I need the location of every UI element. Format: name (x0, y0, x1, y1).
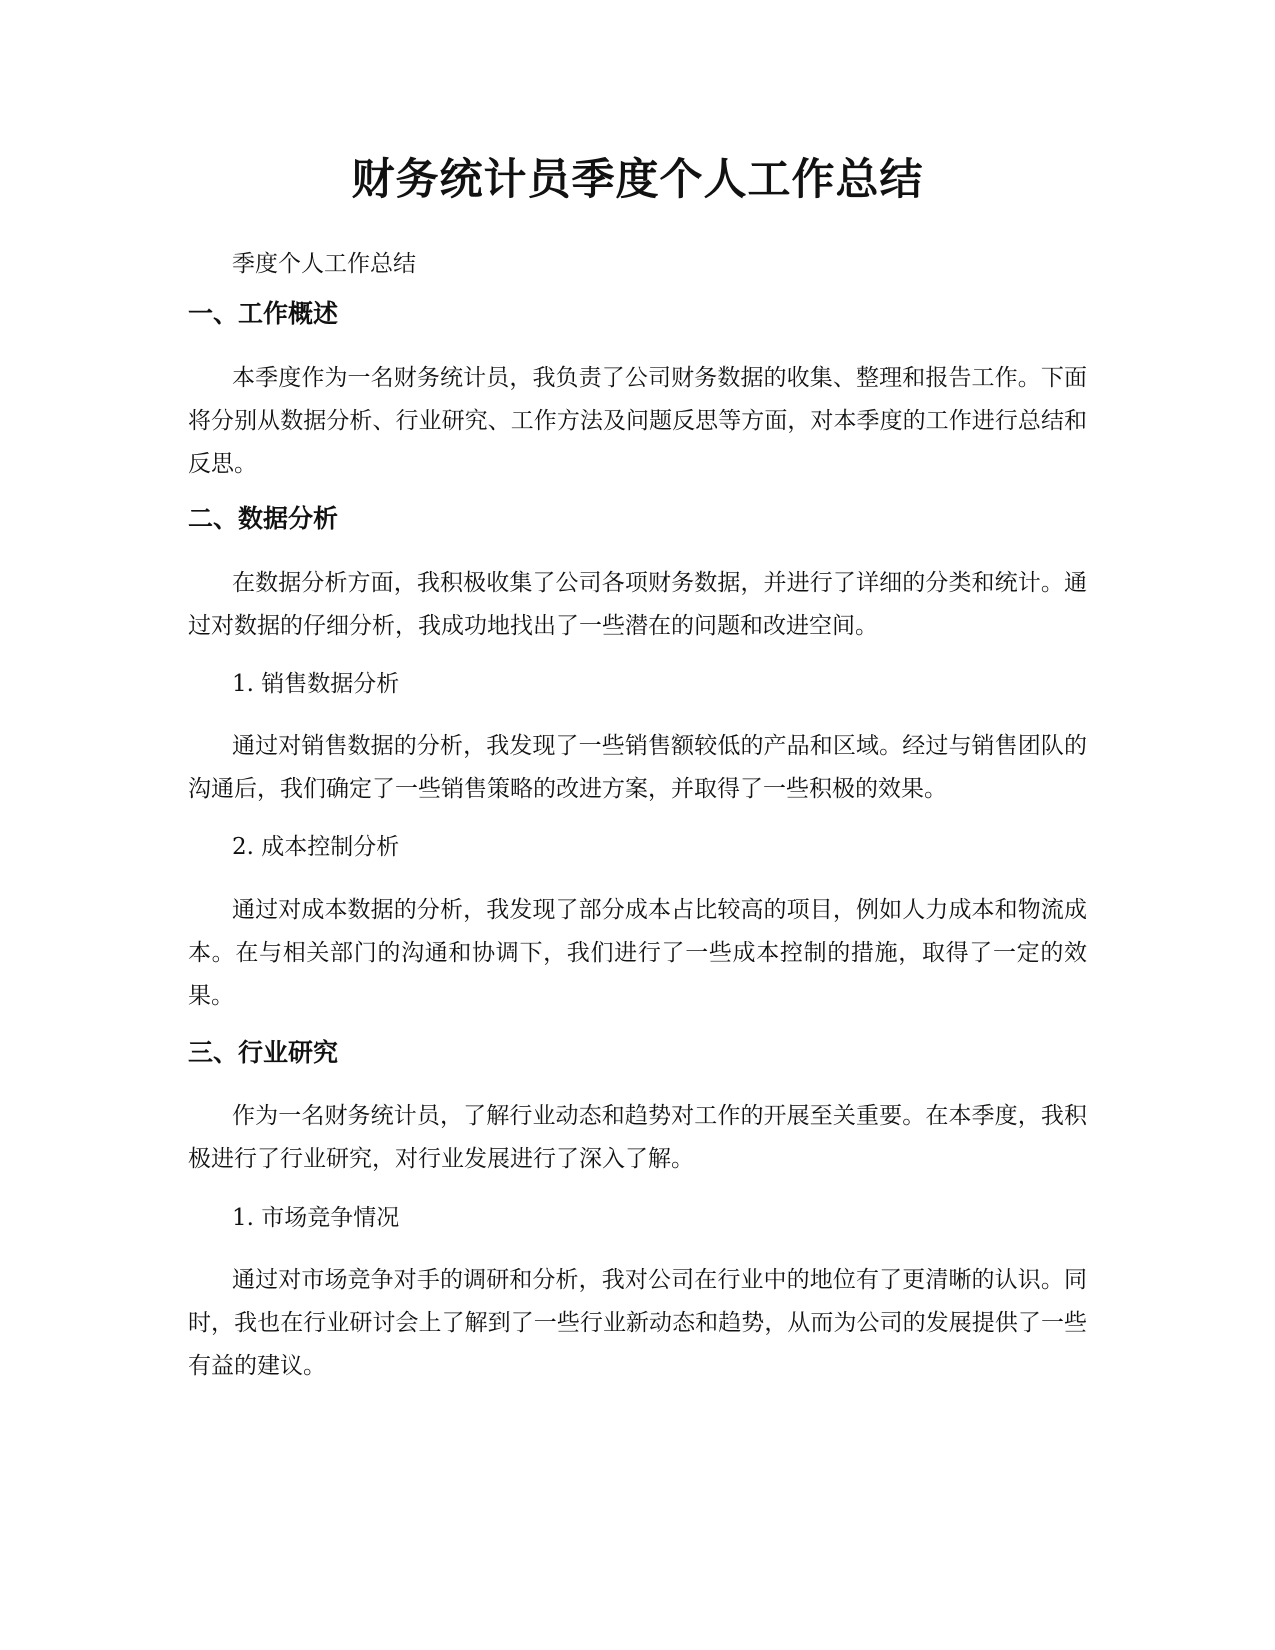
cost-analysis-paragraph: 通过对成本数据的分析，我发现了部分成本占比较高的项目，例如人力成本和物流成本。在与相关部门的沟通和协调下，我们进行了一些成本控制的措施，取得了一定的效果。 (188, 897, 1087, 1009)
data-analysis-intro: 在数据分析方面，我积极收集了公司各项财务数据，并进行了详细的分类和统计。通过对数据的仔细分析，我成功地找出了一些潜在的问题和改进空间。 (188, 570, 1087, 639)
market-competition-label: 1. 市场竞争情况 (232, 1205, 400, 1231)
sales-analysis-paragraph: 通过对销售数据的分析，我发现了一些销售额较低的产品和区域。经过与销售团队的沟通后，我们确定了一些销售策略的改进方案，并取得了一些积极的效果。 (188, 733, 1087, 802)
document-title: 财务统计员季度个人工作总结 (351, 155, 924, 205)
overview-paragraph: 本季度作为一名财务统计员，我负责了公司财务数据的收集、整理和报告工作。下面将分别从数据分析、行业研究、工作方法及问题反思等方面，对本季度的工作进行总结和反思。 (188, 365, 1087, 477)
industry-research-intro: 作为一名财务统计员，了解行业动态和趋势对工作的开展至关重要。在本季度，我积极进行了行业研究，对行业发展进行了深入了解。 (188, 1103, 1087, 1172)
market-competition-paragraph: 通过对市场竞争对手的调研和分析，我对公司在行业中的地位有了更清晰的认识。同时，我也在行业研讨会上了解到了一些行业新动态和趋势，从而为公司的发展提供了一些有益的建议。 (188, 1267, 1087, 1379)
section-heading-data-analysis: 二、数据分析 (188, 504, 339, 533)
document-subtitle: 季度个人工作总结 (232, 251, 416, 277)
sales-analysis-label: 1. 销售数据分析 (232, 671, 400, 697)
cost-analysis-label: 2. 成本控制分析 (232, 834, 400, 860)
section-heading-industry-research: 三、行业研究 (188, 1038, 339, 1067)
section-heading-overview: 一、工作概述 (188, 299, 339, 328)
